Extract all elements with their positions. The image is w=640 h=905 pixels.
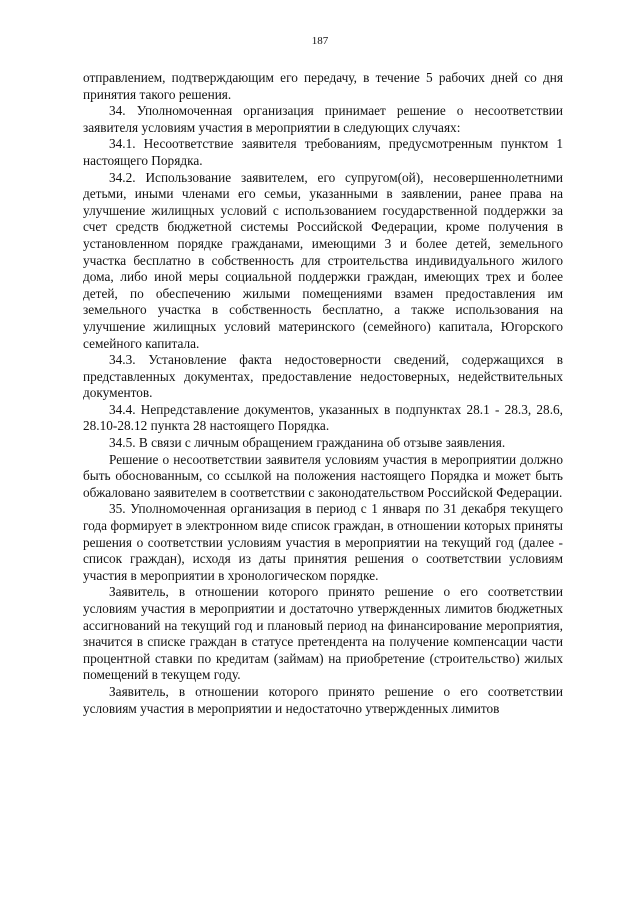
paragraph-34-1: 34.1. Несоответствие заявителя требованиям, предусмотренным пунктом 1 настоящего Порядка. xyxy=(83,136,563,168)
paragraph-34: 34. Уполномоченная организация принимает решение о несоответствии заявителя условиям участия в мероприятии в следующих случаях: xyxy=(83,103,563,135)
paragraph-applicant-sufficient: Заявитель, в отношении которого принято решение о его соответствии условиям участия в мероприятии и достаточно утвержденных лимитов бюджетных ассигнований на текущий год и плановый период на финансирование мероприятия, значится в списке граждан в статусе претендента на получение компенсации части процентной ставки по кредитам (займам) на приобретение (строительство) жилых помещений в текущем году. xyxy=(83,584,563,683)
paragraph-34-3: 34.3. Установление факта недостоверности сведений, содержащихся в представленных документах, предоставление недостоверных, недействительных документов. xyxy=(83,352,563,401)
paragraph-34-5: 34.5. В связи с личным обращением гражданина об отзыве заявления. xyxy=(109,435,506,451)
page-number: 187 xyxy=(311,35,329,47)
paragraph-34-4: 34.4. Непредставление документов, указанных в подпунктах 28.1 - 28.3, 28.6, 28.10-28.12 пункта 28 настоящего Порядка. xyxy=(83,401,563,434)
paragraph-34-2: 34.2. Использование заявителем, его супругом(ой), несовершеннолетними детьми, иными членами его семьи, указанными в заявлении, ранее права на улучшение жилищных условий с использованием государственной поддержки за счет средств бюджетной системы Российской Федерации, кроме получения в установленном порядке гражданами, имеющими 3 и более детей, земельного участка бесплатно в собственность для строительства индивидуального жилого дома, либо иной меры социальной поддержки граждан, имеющих трех и более детей, по обеспечению жилыми помещениями взамен предоставления им земельного участка в собственность бесплатно, а также использования на улучшение жилищных условий материнского (семейного) капитала, Югорского семейного капитала. xyxy=(83,169,563,351)
paragraph-continuation: отправлением, подтверждающим его передачу, в течение 5 рабочих дней со дня принятия такого решения. xyxy=(83,70,563,102)
paragraph-applicant-insufficient: Заявитель, в отношении которого принято решение о его соответствии условиям участия в мероприятии и недостаточно утвержденных лимитов xyxy=(83,683,563,716)
paragraph-decision: Решение о несоответствии заявителя условиям участия в мероприятии должно быть обоснованным, со ссылкой на положения настоящего Порядка и может быть обжаловано заявителем в соответствии с законодательством Российской Федерации. xyxy=(83,451,563,500)
paragraph-35: 35. Уполномоченная организация в период с 1 января по 31 декабря текущего года формирует в электронном виде список граждан, в отношении которых приняты решения о соответствии условиям участия в мероприятии на текущий год (далее - список граждан), исходя из даты принятия решения о соответствии условиям участия в мероприятии в хронологическом порядке. xyxy=(83,501,563,583)
document-body xyxy=(83,70,563,717)
